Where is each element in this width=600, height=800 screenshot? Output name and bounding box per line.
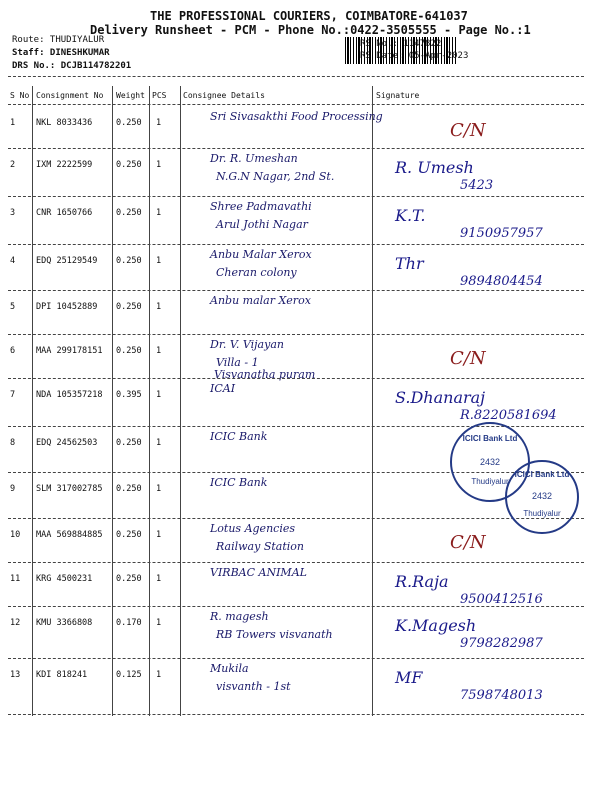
row-consignee-line1: Sri Sivasakthi Food Processing [210, 110, 383, 123]
row-consignee-line1: VIRBAC ANIMAL [210, 566, 307, 579]
row-sno: 10 [10, 530, 21, 540]
bank-stamp: ICICI Bank Ltd 2432 Thudiyalur [505, 460, 579, 534]
row-weight: 0.125 [116, 670, 142, 680]
route-label: Route: THUDIYALUR [12, 35, 105, 45]
row-separator [8, 562, 584, 563]
row-consignee-line2: Villa - 1 [216, 356, 259, 369]
row-consignment-no: DPI 10452889 [36, 302, 98, 312]
col-sno: S No [10, 91, 30, 100]
row-sno: 4 [10, 256, 16, 266]
col-divider [149, 86, 150, 716]
header-top-rule [8, 76, 584, 77]
row-consignee-line1: Anbu malar Xerox [210, 294, 311, 307]
rs-number: RS No.: 1147822 [360, 39, 442, 49]
col-consignment: Consignment No [36, 91, 104, 100]
row-consignee-line1: Dr. V. Vijayan [210, 338, 284, 351]
row-separator [8, 290, 584, 291]
row-consignee-line2: Arul Jothi Nagar [216, 218, 308, 231]
row-pcs: 1 [156, 256, 162, 266]
row-signature-number: 9798282987 [460, 636, 543, 651]
row-consignment-no: EDQ 25129549 [36, 256, 98, 266]
row-weight: 0.250 [116, 574, 142, 584]
row-consignment-no: KMU 3366808 [36, 618, 93, 628]
row-sno: 12 [10, 618, 21, 628]
row-consignee-line3: Visvanatha puram [214, 368, 316, 381]
row-consignment-no: EDQ 24562503 [36, 438, 98, 448]
row-sno: 1 [10, 118, 16, 128]
row-separator [8, 244, 584, 245]
row-consignee-line2: N.G.N Nagar, 2nd St. [216, 170, 335, 183]
row-weight: 0.250 [116, 208, 142, 218]
row-consignment-no: MAA 569884885 [36, 530, 103, 540]
row-separator [8, 196, 584, 197]
row-consignment-no: NDA 105357218 [36, 390, 103, 400]
row-signature: K.T. [395, 206, 426, 225]
row-signature: MF [395, 668, 423, 687]
col-divider [112, 86, 113, 716]
col-divider [32, 86, 33, 716]
row-pcs: 1 [156, 160, 162, 170]
row-sno: 13 [10, 670, 21, 680]
row-pcs: 1 [156, 302, 162, 312]
row-weight: 0.250 [116, 438, 142, 448]
row-sno: 6 [10, 346, 16, 356]
row-signature: C/N [450, 348, 486, 369]
row-signature-number: 5423 [460, 178, 494, 193]
row-separator [8, 334, 584, 335]
row-weight: 0.250 [116, 302, 142, 312]
row-sno: 2 [10, 160, 16, 170]
row-weight: 0.395 [116, 390, 142, 400]
row-pcs: 1 [156, 208, 162, 218]
row-separator [8, 606, 584, 607]
row-consignee-line1: ICAI [210, 382, 236, 395]
row-consignee-line2: visvanth - 1st [216, 680, 291, 693]
row-signature-number: 9150957957 [460, 226, 543, 241]
row-consignee-line2: Cheran colony [216, 266, 297, 279]
row-pcs: 1 [156, 438, 162, 448]
col-weight: Weight [116, 91, 145, 100]
row-consignment-no: IXM 2222599 [36, 160, 93, 170]
company-title: THE PROFESSIONAL COURIERS, COIMBATORE-641037 [150, 9, 468, 23]
row-separator [8, 714, 584, 715]
row-consignment-no: KDI 818241 [36, 670, 88, 680]
header-bottom-rule [8, 104, 584, 105]
row-consignee-line1: Dr. R. Umeshan [210, 152, 298, 165]
col-signature: Signature [376, 91, 420, 100]
row-signature: C/N [450, 120, 486, 141]
row-weight: 0.250 [116, 160, 142, 170]
row-sno: 9 [10, 484, 16, 494]
row-separator [8, 148, 584, 149]
runsheet-subtitle: Delivery Runsheet - PCM - Phone No.:0422-3505555 - Page No.:1 [90, 23, 531, 37]
col-divider [180, 86, 181, 716]
row-pcs: 1 [156, 484, 162, 494]
row-consignee-line1: Anbu Malar Xerox [210, 248, 312, 261]
row-pcs: 1 [156, 118, 162, 128]
bank-stamp: ICICI Bank Ltd 2432 Thudiyalur [450, 422, 530, 502]
row-consignee-line1: ICIC Bank [210, 476, 268, 489]
row-consignment-no: NKL 8033436 [36, 118, 93, 128]
row-sno: 5 [10, 302, 16, 312]
row-consignment-no: SLM 317002785 [36, 484, 103, 494]
row-consignee-line1: ICIC Bank [210, 430, 268, 443]
staff-label: Staff: DINESHKUMAR [12, 48, 110, 58]
row-signature-number: 7598748013 [460, 688, 543, 703]
row-weight: 0.250 [116, 256, 142, 266]
row-pcs: 1 [156, 574, 162, 584]
row-signature-number: 9500412516 [460, 592, 543, 607]
row-sno: 7 [10, 390, 16, 400]
row-weight: 0.170 [116, 618, 142, 628]
row-pcs: 1 [156, 618, 162, 628]
col-pcs: PCS [152, 91, 167, 100]
row-consignee-line2: RB Towers visvanath [216, 628, 333, 641]
row-sno: 8 [10, 438, 16, 448]
row-pcs: 1 [156, 390, 162, 400]
row-consignee-line1: Mukila [210, 662, 249, 675]
row-pcs: 1 [156, 670, 162, 680]
row-signature: C/N [450, 532, 486, 553]
row-pcs: 1 [156, 530, 162, 540]
col-details: Consignee Details [183, 91, 265, 100]
row-weight: 0.250 [116, 484, 142, 494]
row-pcs: 1 [156, 346, 162, 356]
row-consignment-no: MAA 299178151 [36, 346, 103, 356]
col-divider [372, 86, 373, 716]
row-signature-number: R.8220581694 [460, 408, 557, 423]
row-separator [8, 658, 584, 659]
row-signature: R. Umesh [395, 158, 474, 177]
row-separator [8, 518, 584, 519]
row-signature: K.Magesh [395, 616, 477, 635]
row-weight: 0.250 [116, 530, 142, 540]
row-signature: R.Raja [395, 572, 449, 591]
row-consignment-no: KRG 4500231 [36, 574, 93, 584]
row-sno: 3 [10, 208, 16, 218]
row-weight: 0.250 [116, 346, 142, 356]
row-consignee-line1: Shree Padmavathi [210, 200, 312, 213]
row-consignee-line1: Lotus Agencies [210, 522, 295, 535]
row-consignee-line1: R. magesh [210, 610, 269, 623]
rs-date: RS Date: 05-Apr-2023 [360, 51, 469, 61]
row-weight: 0.250 [116, 118, 142, 128]
row-signature: S.Dhanaraj [395, 388, 486, 407]
row-signature-number: 9894804454 [460, 274, 543, 289]
row-consignment-no: CNR 1650766 [36, 208, 93, 218]
row-separator [8, 378, 584, 379]
row-sno: 11 [10, 574, 21, 584]
row-signature: Thr [395, 254, 424, 273]
row-consignee-line2: Railway Station [216, 540, 304, 553]
drs-number: DRS No.: DCJB114782201 [12, 61, 132, 71]
